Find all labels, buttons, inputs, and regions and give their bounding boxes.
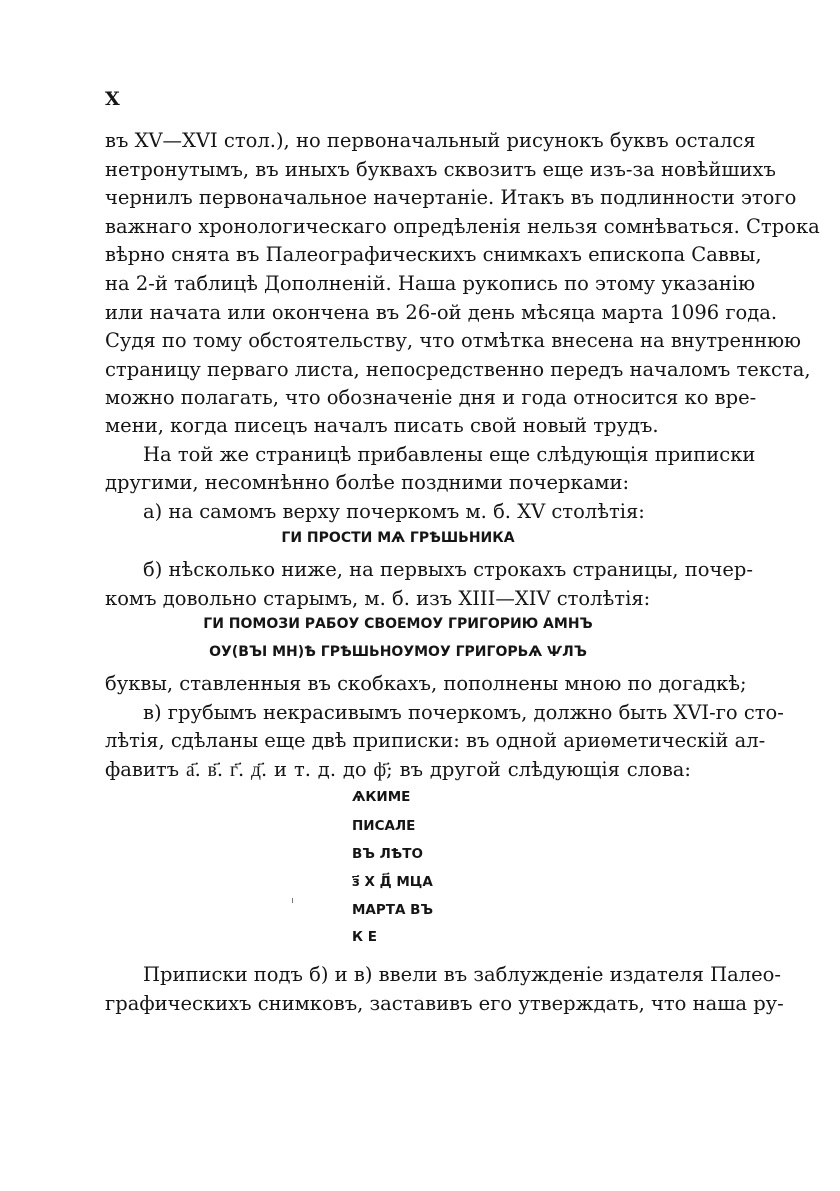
text-line: в) грубымъ некрасивымъ почеркомъ, должно быть XVI-го сто- xyxy=(143,701,784,724)
text-line: въ XV—XVI стол.), но первоначальный рисунокъ буквъ остался xyxy=(105,129,756,152)
text-line: или начата или окончена въ 26-ой день мѣсяца марта 1096 года. xyxy=(105,301,778,324)
text-line: фавитъ а҃. в҃. г҃. д҃. и т. д. до ф҃; въ другой слѣдующія слова: xyxy=(105,758,691,781)
old-script-line: МАРТА ВЪ xyxy=(352,902,434,918)
old-script-inscription: ГИ ПОМОЗИ РАБОУ СВОЕМОУ ГРИГОРИЮ АМНЪ xyxy=(203,616,593,632)
old-script-line: ПИСАЛЕ xyxy=(352,818,416,834)
text-line: буквы, ставленныя въ скобкахъ, пополнены мною по догадкѣ; xyxy=(105,672,747,695)
page-number: X xyxy=(105,88,120,110)
old-script-inscription: ГИ ПРОСТИ МѦ ГРѢШЬНИКА xyxy=(281,530,515,546)
text-line: нетронутымъ, въ иныхъ буквахъ сквозитъ еще изъ-за новѣйшихъ xyxy=(105,158,776,181)
old-script-line: ѦКИМЕ xyxy=(352,789,411,805)
text-line: на 2-й таблицѣ Дополненій. Наша рукопись по этому указанію xyxy=(105,272,756,295)
text-line: а) на самомъ верху почеркомъ м. б. XV столѣтія: xyxy=(143,500,645,523)
text-line: страницу перваго листа, непосредственно передъ началомъ текста, xyxy=(105,358,811,381)
text-line: мени, когда писецъ началъ писать свой новый трудъ. xyxy=(105,414,659,437)
old-script-line: ВЪ ЛѢТО xyxy=(352,846,423,862)
text-line: вѣрно снята въ Палеографическихъ снимкахъ епископа Саввы, xyxy=(105,243,762,266)
text-line: лѣтія, сдѣланы еще двѣ приписки: въ одной ариѳметическій ал- xyxy=(105,729,766,752)
text-line: б) нѣсколько ниже, на первыхъ строкахъ страницы, почер- xyxy=(143,558,753,581)
old-script-inscription: ОУ(ВЪІ МН)Ѣ ГРѢШЬНОУМОУ ГРИГОРЬѦ ѰЛЪ xyxy=(209,644,587,660)
text-line: комъ довольно старымъ, м. б. изъ XIII—XIV столѣтія: xyxy=(105,587,651,610)
text-line: Судя по тому обстоятельству, что отмѣтка внесена на внутреннюю xyxy=(105,329,802,352)
old-script-line: К Е xyxy=(352,929,377,945)
text-line: На той же страницѣ прибавлены еще слѣдующія приписки xyxy=(143,443,756,466)
text-line: другими, несомнѣнно болѣе поздними почерками: xyxy=(105,471,630,494)
text-line: графическихъ снимковъ, заставивъ его утверждать, что наша ру- xyxy=(105,992,784,1015)
text-line: можно полагать, что обозначеніе дня и года относится ко вре- xyxy=(105,386,757,409)
text-line: важнаго хронологическаго опредѣленія нельзя сомнѣваться. Строка xyxy=(105,215,820,238)
text-line: Приписки подъ б) и в) ввели въ заблужденіе издателя Палео- xyxy=(143,963,782,986)
ink-speck xyxy=(292,898,293,903)
text-line: чернилъ первоначальное начертаніе. Итакъ въ подлинности этого xyxy=(105,186,797,209)
old-script-line: з҃ Х Д҃ МЦА xyxy=(352,874,433,890)
